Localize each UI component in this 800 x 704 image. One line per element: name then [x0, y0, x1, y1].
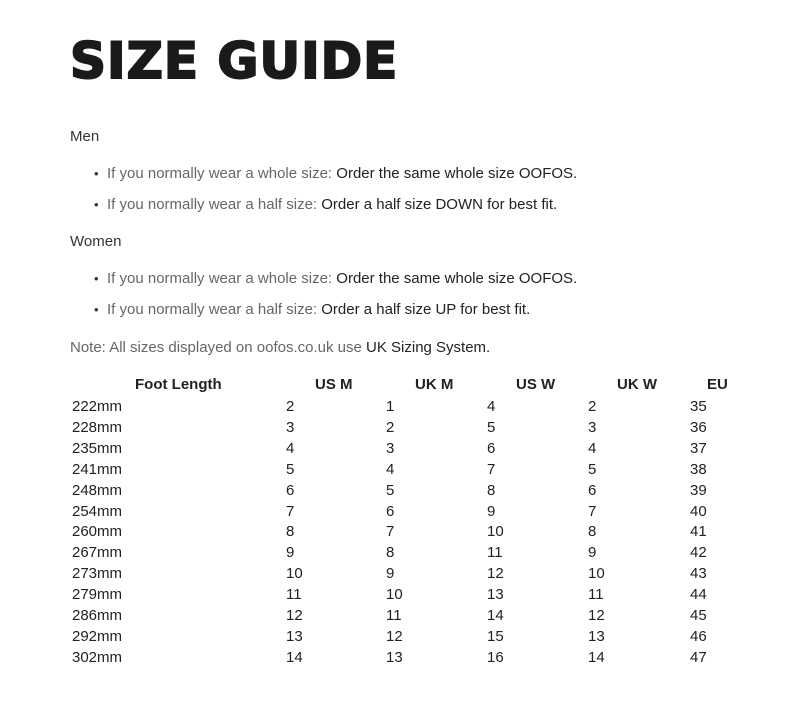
- cell-uk-w: 6: [588, 482, 597, 499]
- cell-us-m: 10: [286, 565, 303, 582]
- cell-us-m: 3: [286, 419, 295, 436]
- header-uk-m: UK M: [415, 376, 454, 393]
- bullet-dot-icon: •: [94, 166, 99, 181]
- bullet-lead: If you normally wear a whole size:: [107, 165, 333, 182]
- cell-uk-w: 12: [588, 607, 605, 624]
- cell-uk-m: 10: [386, 586, 403, 603]
- cell-us-w: 8: [487, 482, 496, 499]
- cell-foot-length: 286mm: [72, 607, 123, 624]
- bullet-lead: If you normally wear a whole size:: [107, 270, 333, 287]
- header-uk-w: UK W: [617, 376, 657, 393]
- cell-us-w: 11: [487, 544, 503, 561]
- cell-us-w: 4: [487, 398, 496, 415]
- cell-foot-length: 302mm: [72, 649, 123, 666]
- cell-eu: 35: [690, 398, 707, 415]
- cell-uk-m: 13: [386, 649, 403, 666]
- page-title: SIZE GUIDE: [70, 32, 399, 90]
- cell-uk-w: 10: [588, 565, 605, 582]
- cell-us-w: 16: [487, 649, 504, 666]
- cell-uk-m: 1: [386, 398, 395, 415]
- cell-us-w: 7: [487, 461, 496, 478]
- header-eu: EU: [707, 376, 728, 393]
- cell-uk-w: 14: [588, 649, 605, 666]
- cell-foot-length: 241mm: [72, 461, 123, 478]
- bullet-text: Order the same whole size OOFOS.: [336, 165, 578, 182]
- cell-foot-length: 228mm: [72, 419, 123, 436]
- cell-uk-m: 4: [386, 461, 395, 478]
- men-bullet-whole: [94, 165, 577, 182]
- cell-foot-length: 292mm: [72, 628, 123, 645]
- header-us-m: US M: [315, 376, 353, 393]
- cell-us-m: 12: [286, 607, 303, 624]
- cell-eu: 42: [690, 544, 707, 561]
- cell-foot-length: 279mm: [72, 586, 123, 603]
- header-foot-length: Foot Length: [135, 376, 222, 393]
- cell-eu: 36: [690, 419, 707, 436]
- cell-us-w: 6: [487, 440, 496, 457]
- note-lead: Note: All sizes displayed on oofos.co.uk use: [70, 339, 362, 356]
- cell-us-m: 8: [286, 523, 295, 540]
- cell-eu: 39: [690, 482, 707, 499]
- note-emphasis: UK Sizing System.: [366, 339, 491, 356]
- sizing-note: [70, 339, 490, 356]
- cell-us-m: 4: [286, 440, 295, 457]
- cell-eu: 41: [690, 523, 707, 540]
- women-bullet-whole: [94, 270, 577, 287]
- cell-uk-w: 3: [588, 419, 597, 436]
- cell-us-w: 10: [487, 523, 504, 540]
- cell-uk-m: 2: [386, 419, 395, 436]
- cell-foot-length: 260mm: [72, 523, 123, 540]
- bullet-lead: If you normally wear a half size:: [107, 301, 318, 318]
- cell-eu: 45: [690, 607, 707, 624]
- cell-foot-length: 248mm: [72, 482, 123, 499]
- cell-us-m: 9: [286, 544, 295, 561]
- cell-eu: 47: [690, 649, 707, 666]
- cell-us-m: 11: [286, 586, 302, 603]
- cell-us-w: 15: [487, 628, 504, 645]
- cell-uk-w: 7: [588, 503, 597, 520]
- cell-us-m: 14: [286, 649, 303, 666]
- cell-us-w: 9: [487, 503, 496, 520]
- cell-us-w: 13: [487, 586, 504, 603]
- cell-uk-w: 11: [588, 586, 604, 603]
- cell-eu: 38: [690, 461, 707, 478]
- cell-uk-w: 8: [588, 523, 597, 540]
- cell-eu: 44: [690, 586, 707, 603]
- cell-uk-w: 5: [588, 461, 597, 478]
- bullet-dot-icon: •: [94, 302, 99, 317]
- cell-foot-length: 235mm: [72, 440, 123, 457]
- bullet-text: Order the same whole size OOFOS.: [336, 270, 578, 287]
- bullet-text: Order a half size UP for best fit.: [321, 301, 531, 318]
- cell-foot-length: 222mm: [72, 398, 123, 415]
- men-heading: Men: [70, 128, 100, 145]
- cell-us-w: 5: [487, 419, 496, 436]
- cell-us-w: 12: [487, 565, 504, 582]
- cell-eu: 37: [690, 440, 707, 457]
- women-heading: Women: [70, 233, 122, 250]
- cell-uk-m: 9: [386, 565, 395, 582]
- header-us-w: US W: [516, 376, 556, 393]
- cell-uk-w: 4: [588, 440, 597, 457]
- cell-eu: 43: [690, 565, 707, 582]
- cell-us-m: 6: [286, 482, 295, 499]
- bullet-lead: If you normally wear a half size:: [107, 196, 318, 213]
- bullet-dot-icon: •: [94, 271, 99, 286]
- cell-uk-w: 2: [588, 398, 597, 415]
- cell-us-m: 13: [286, 628, 303, 645]
- cell-uk-m: 5: [386, 482, 395, 499]
- cell-uk-w: 9: [588, 544, 597, 561]
- cell-uk-m: 12: [386, 628, 403, 645]
- cell-foot-length: 273mm: [72, 565, 123, 582]
- cell-uk-m: 3: [386, 440, 395, 457]
- cell-us-m: 5: [286, 461, 295, 478]
- men-bullet-half: [94, 196, 557, 213]
- cell-eu: 40: [690, 503, 707, 520]
- cell-us-w: 14: [487, 607, 504, 624]
- cell-foot-length: 254mm: [72, 503, 123, 520]
- cell-uk-m: 7: [386, 523, 395, 540]
- cell-uk-w: 13: [588, 628, 605, 645]
- women-bullet-half: [94, 301, 530, 318]
- bullet-dot-icon: •: [94, 197, 99, 212]
- cell-uk-m: 6: [386, 503, 395, 520]
- cell-foot-length: 267mm: [72, 544, 123, 561]
- cell-eu: 46: [690, 628, 707, 645]
- cell-us-m: 7: [286, 503, 295, 520]
- cell-us-m: 2: [286, 398, 295, 415]
- cell-uk-m: 8: [386, 544, 395, 561]
- cell-uk-m: 11: [386, 607, 402, 624]
- bullet-text: Order a half size DOWN for best fit.: [321, 196, 558, 213]
